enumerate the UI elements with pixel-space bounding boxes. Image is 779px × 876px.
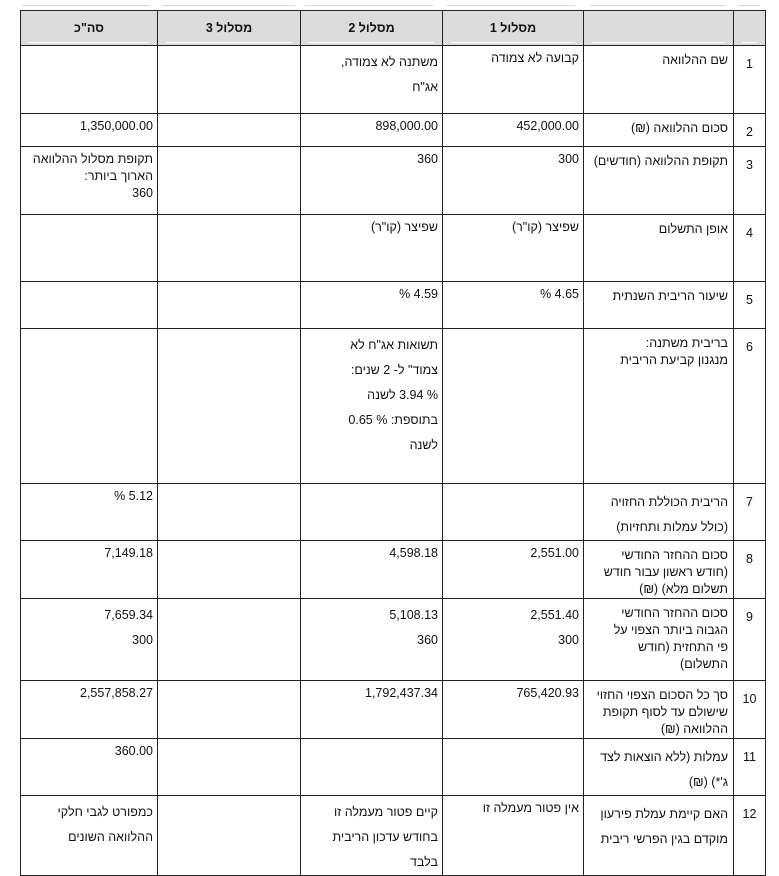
row-label-cell-text: מנגנון קביעת הריבית bbox=[620, 353, 728, 367]
track-2-cell bbox=[301, 484, 443, 541]
track-3-cell bbox=[158, 147, 301, 215]
track-2-cell-text: 5,108.13 bbox=[389, 608, 438, 622]
track-3-cell bbox=[158, 215, 301, 282]
table-row bbox=[21, 599, 766, 681]
track-1-cell-text: 2,551.40 bbox=[530, 608, 579, 622]
track-3-cell bbox=[158, 114, 301, 147]
row-index-cell bbox=[734, 541, 766, 599]
track-2-cell bbox=[301, 599, 443, 681]
track-1-cell bbox=[443, 282, 584, 329]
row-label-cell-text: שיעור הריבית השנתית bbox=[612, 289, 728, 303]
track-2-cell bbox=[301, 114, 443, 147]
loan-comparison-table bbox=[20, 10, 766, 876]
row-index-cell bbox=[734, 282, 766, 329]
total-cell bbox=[21, 114, 158, 147]
table-row bbox=[21, 484, 766, 541]
track-1-cell-text: 4.65 % bbox=[540, 287, 579, 301]
total-cell bbox=[21, 681, 158, 739]
total-cell-text: 360.00 bbox=[114, 744, 153, 758]
row-number: 2 bbox=[746, 125, 753, 139]
row-label-cell bbox=[584, 739, 734, 796]
total-cell bbox=[21, 796, 158, 876]
row-number: 3 bbox=[746, 158, 753, 172]
track-2-cell bbox=[301, 541, 443, 599]
row-number: 12 bbox=[742, 807, 757, 821]
top-rule bbox=[22, 5, 150, 6]
total-cell-text: 2,557,858.27 bbox=[80, 686, 153, 700]
row-label-cell bbox=[584, 114, 734, 147]
table-row bbox=[21, 796, 766, 876]
row-label-cell-text: סכום ההלוואה (₪) bbox=[631, 121, 728, 135]
row-index-cell bbox=[734, 114, 766, 147]
top-rule bbox=[305, 5, 433, 6]
track-2-cell-text: בלבד bbox=[409, 855, 438, 869]
total-cell bbox=[21, 147, 158, 215]
track-2-cell bbox=[301, 46, 443, 114]
row-index-cell bbox=[734, 599, 766, 681]
track-2-cell bbox=[301, 739, 443, 796]
row-number: 8 bbox=[746, 552, 753, 566]
table-row bbox=[21, 541, 766, 599]
total-cell-text: 7,149.18 bbox=[104, 546, 153, 560]
row-label-cell bbox=[584, 796, 734, 876]
top-rule bbox=[738, 5, 760, 6]
track-2-cell-text: בתוספת: % 0.65 bbox=[348, 413, 438, 427]
top-rule bbox=[162, 5, 295, 6]
total-cell bbox=[21, 46, 158, 114]
track-1-cell bbox=[443, 484, 584, 541]
track-3-cell bbox=[158, 282, 301, 329]
row-label-cell-text: שם ההלוואה bbox=[662, 53, 728, 67]
table-row bbox=[21, 147, 766, 215]
track-2-cell-text: 4,598.18 bbox=[389, 546, 438, 560]
table-row bbox=[21, 329, 766, 484]
track-2-cell bbox=[301, 796, 443, 876]
header-track-2: מסלול 2 bbox=[301, 11, 443, 46]
total-cell bbox=[21, 484, 158, 541]
row-label-cell-text: סכום ההחזר החודשי bbox=[621, 548, 728, 562]
row-label-cell-text: פי התחזית (חודש bbox=[638, 640, 728, 654]
track-1-cell-text: 300 bbox=[558, 633, 579, 647]
track-1-cell-text: 300 bbox=[558, 152, 579, 166]
row-number: 7 bbox=[746, 495, 753, 509]
row-label-cell bbox=[584, 46, 734, 114]
track-1-cell-text: 765,420.93 bbox=[516, 686, 579, 700]
track-2-cell-text: אג"ח bbox=[412, 80, 438, 94]
track-2-cell-text: צמוד" ל- 2 שנים: bbox=[350, 363, 438, 377]
track-1-cell bbox=[443, 541, 584, 599]
total-cell-text: תקופת מסלול ההלוואה bbox=[32, 152, 153, 166]
table-row bbox=[21, 46, 766, 114]
top-rule bbox=[590, 5, 725, 6]
track-2-cell bbox=[301, 282, 443, 329]
row-label-cell bbox=[584, 282, 734, 329]
total-cell-text: 1,350,000.00 bbox=[80, 119, 153, 133]
row-label-cell-text: בריבית משתנה: bbox=[645, 336, 728, 350]
table-row bbox=[21, 739, 766, 796]
row-label-cell bbox=[584, 147, 734, 215]
track-2-cell bbox=[301, 681, 443, 739]
track-1-cell-text: 2,551.00 bbox=[530, 546, 579, 560]
track-3-cell bbox=[158, 484, 301, 541]
track-1-cell bbox=[443, 681, 584, 739]
row-label-cell-text: סכום ההחזר החודשי bbox=[621, 606, 728, 620]
row-label-cell-text: ג'*) (₪) bbox=[688, 775, 728, 789]
track-2-cell-text: שפיצר (קו"ר) bbox=[370, 220, 438, 234]
track-3-cell bbox=[158, 796, 301, 876]
total-cell-text: 360 bbox=[132, 186, 153, 200]
row-number: 5 bbox=[746, 293, 753, 307]
row-label-cell-text: התשלום) bbox=[680, 657, 728, 671]
track-2-cell-text: 4.59 % bbox=[399, 287, 438, 301]
row-label-cell-text: (כולל עמלות ותחזיות) bbox=[616, 520, 728, 534]
track-3-cell bbox=[158, 329, 301, 484]
table-row bbox=[21, 114, 766, 147]
track-2-cell bbox=[301, 329, 443, 484]
total-cell bbox=[21, 739, 158, 796]
track-1-cell-text: 452,000.00 bbox=[516, 119, 579, 133]
track-2-cell-text: לשנה bbox=[409, 438, 438, 452]
top-rule bbox=[447, 5, 575, 6]
row-index-cell bbox=[734, 46, 766, 114]
track-1-cell bbox=[443, 147, 584, 215]
row-label-cell-text: תשלום מלא) (₪) bbox=[639, 582, 728, 596]
track-1-cell-text: אין פטור מעמלה זו bbox=[482, 801, 579, 815]
track-2-cell-text: 360 bbox=[417, 152, 438, 166]
row-index-cell bbox=[734, 484, 766, 541]
track-2-cell-text: משתנה לא צמודה, bbox=[340, 55, 438, 69]
header-row bbox=[21, 11, 766, 46]
row-label-cell bbox=[584, 541, 734, 599]
row-label-cell bbox=[584, 681, 734, 739]
row-label-cell-text: אופן התשלום bbox=[658, 222, 728, 236]
row-label-cell-text: הריבית הכוללת החזויה bbox=[610, 495, 728, 509]
row-label-cell bbox=[584, 215, 734, 282]
row-label-cell-text: (חודש ראשון עבור חודש bbox=[603, 565, 728, 579]
track-1-cell bbox=[443, 796, 584, 876]
track-1-cell-text: קבועה לא צמודה bbox=[491, 51, 579, 65]
row-index-cell bbox=[734, 147, 766, 215]
header-track-1: מסלול 1 bbox=[443, 11, 584, 46]
track-1-cell bbox=[443, 46, 584, 114]
track-2-cell-text: 1,792,437.34 bbox=[365, 686, 438, 700]
total-cell bbox=[21, 541, 158, 599]
row-index-cell bbox=[734, 739, 766, 796]
total-cell-text: הארוך ביותר: bbox=[84, 169, 153, 183]
track-3-cell bbox=[158, 681, 301, 739]
track-2-cell-text: תשואות אג"ח לא bbox=[350, 338, 438, 352]
row-label-cell bbox=[584, 484, 734, 541]
track-2-cell bbox=[301, 147, 443, 215]
row-number: 11 bbox=[743, 750, 756, 764]
row-number: 4 bbox=[746, 226, 753, 240]
row-label-cell-text: ההלוואה (₪) bbox=[660, 722, 728, 736]
total-cell bbox=[21, 215, 158, 282]
track-3-cell bbox=[158, 46, 301, 114]
track-3-cell bbox=[158, 739, 301, 796]
row-label-cell-text: תקופת ההלוואה (חודשים) bbox=[593, 154, 728, 168]
row-label-cell-text: האם קיימת עמלת פירעון bbox=[600, 807, 728, 821]
row-index-cell bbox=[734, 796, 766, 876]
row-index-cell bbox=[734, 329, 766, 484]
row-label-cell-text: סך כל הסכום הצפוי החזוי bbox=[596, 688, 728, 702]
track-2-cell-text: % 3.94 לשנה bbox=[367, 388, 438, 402]
table-row bbox=[21, 215, 766, 282]
track-2-cell bbox=[301, 215, 443, 282]
row-label-cell bbox=[584, 599, 734, 681]
table-row bbox=[21, 282, 766, 329]
total-cell-text: 300 bbox=[132, 633, 153, 647]
total-cell-text: 5.12 % bbox=[114, 489, 153, 503]
row-label-cell-text: שישולם עד לסוף תקופת bbox=[602, 705, 728, 719]
total-cell bbox=[21, 282, 158, 329]
track-2-cell-text: 898,000.00 bbox=[375, 119, 438, 133]
header-index bbox=[734, 11, 766, 46]
header-track-3: מסלול 3 bbox=[158, 11, 301, 46]
header-label bbox=[584, 11, 734, 46]
track-1-cell bbox=[443, 739, 584, 796]
total-cell bbox=[21, 329, 158, 484]
track-1-cell bbox=[443, 599, 584, 681]
track-2-cell-text: קיים פטור מעמלה זו bbox=[333, 805, 438, 819]
row-number: 10 bbox=[742, 692, 757, 706]
row-label-cell-text: מוקדם בגין הפרשי ריבית bbox=[600, 832, 728, 846]
track-2-cell-text: 360 bbox=[417, 633, 438, 647]
track-1-cell bbox=[443, 114, 584, 147]
table-row bbox=[21, 681, 766, 739]
header-total: סה"כ bbox=[21, 11, 158, 46]
row-number: 6 bbox=[746, 340, 753, 354]
track-1-cell-text: שפיצר (קו"ר) bbox=[511, 220, 579, 234]
row-index-cell bbox=[734, 215, 766, 282]
total-cell-text: 7,659.34 bbox=[104, 608, 153, 622]
track-1-cell bbox=[443, 329, 584, 484]
row-label-cell-text: עמלות (ללא הוצאות לצד bbox=[600, 750, 728, 764]
track-3-cell bbox=[158, 541, 301, 599]
track-2-cell-text: בחודש עדכון הריבית bbox=[332, 830, 438, 844]
track-3-cell bbox=[158, 599, 301, 681]
row-number: 1 bbox=[746, 57, 753, 71]
row-label-cell bbox=[584, 329, 734, 484]
total-cell-text: כמפורט לגבי חלקי bbox=[57, 805, 153, 819]
total-cell bbox=[21, 599, 158, 681]
track-1-cell bbox=[443, 215, 584, 282]
row-label-cell-text: הגבוה ביותר הצפוי על bbox=[613, 623, 728, 637]
row-index-cell bbox=[734, 681, 766, 739]
total-cell-text: ההלוואה השונים bbox=[68, 830, 153, 844]
row-number: 9 bbox=[746, 610, 753, 624]
